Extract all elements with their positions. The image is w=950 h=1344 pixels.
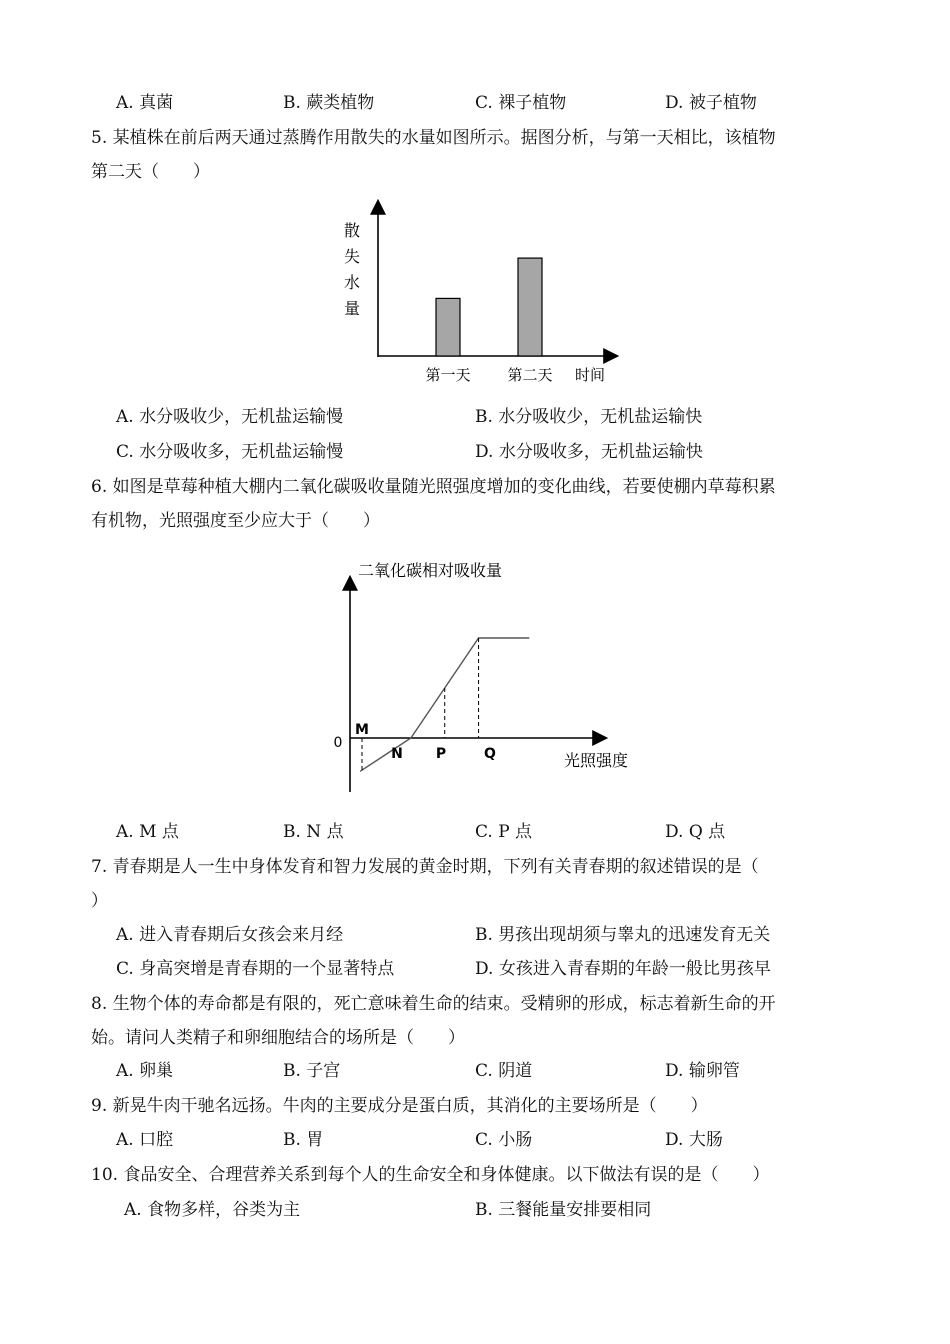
q10-option-a[interactable]: A. 食物多样，谷类为主 <box>124 1200 301 1220</box>
q6-option-c[interactable]: C. P 点 <box>475 822 533 842</box>
q7-stem-text-2: ） <box>91 891 108 911</box>
q5-option-d[interactable]: D. 水分吸收多，无机盐运输快 <box>475 442 703 462</box>
q7-option-d[interactable]: D. 女孩进入青春期的年龄一般比男孩早 <box>475 959 771 979</box>
q6-origin-label: 0 <box>333 735 343 751</box>
q7-stem-text-1: 7. 青春期是人一生中身体发育和智力发展的黄金时期，下列有关青春期的叙述错误的是（ <box>91 857 759 877</box>
q8-option-c[interactable]: C. 阴道 <box>475 1061 533 1081</box>
q6-option-a[interactable]: A. M 点 <box>116 822 179 842</box>
q8-option-a[interactable]: A. 卵巢 <box>116 1061 174 1081</box>
q6-xlabel: 光照强度 <box>564 751 629 770</box>
q4-options-row <box>0 88 950 118</box>
q9-option-c[interactable]: C. 小肠 <box>475 1130 533 1150</box>
q9-options-row <box>0 1125 950 1155</box>
q9-option-a[interactable]: A. 口腔 <box>116 1130 174 1150</box>
q8-option-b[interactable]: B. 子宫 <box>283 1061 341 1081</box>
q10-stem-text: 10. 食品安全、合理营养关系到每个人的生命安全和身体健康。以下做法有误的是（ ） <box>91 1165 770 1185</box>
q5-ylabel-char-4: 量 <box>343 299 361 318</box>
q6-stem-line1 <box>0 472 950 502</box>
q10-stem-line <box>0 1160 950 1190</box>
q7-option-b[interactable]: B. 男孩出现胡须与睾丸的迅速发育无关 <box>475 925 771 945</box>
q5-option-a[interactable]: A. 水分吸收少，无机盐运输慢 <box>116 407 344 427</box>
q8-stem-text-2: 始。请问人类精子和卵细胞结合的场所是（ ） <box>91 1028 465 1048</box>
q8-stem-line2 <box>0 1023 950 1053</box>
q6-option-b[interactable]: B. N 点 <box>283 822 344 842</box>
q6-stem-text-2: 有机物，光照强度至少应大于（ ） <box>91 511 380 531</box>
q9-stem-text: 9. 新晃牛肉干驰名远扬。牛肉的主要成分是蛋白质，其消化的主要场所是（ ） <box>91 1096 708 1116</box>
q5-bar-chart <box>330 192 630 392</box>
q5-bar-1 <box>436 298 460 356</box>
q5-stem-line2 <box>0 157 950 187</box>
q5-ylabel-char-1: 散 <box>343 221 361 240</box>
q9-stem-line <box>0 1091 950 1121</box>
q5-xtick-day1: 第一天 <box>425 366 471 384</box>
q5-xtick-day2: 第二天 <box>507 366 553 384</box>
q5-xlabel: 时间 <box>574 366 606 384</box>
q5-stem-text-1: 5. 某植株在前后两天通过蒸腾作用散失的水量如图所示。据图分析，与第一天相比，该植物 <box>91 128 776 148</box>
q6-ylabel: 二氧化碳相对吸收量 <box>358 561 503 580</box>
q5-option-b[interactable]: B. 水分吸收少，无机盐运输快 <box>475 407 703 427</box>
q6-label-p: P <box>435 746 447 762</box>
q10-option-b[interactable]: B. 三餐能量安排要相同 <box>475 1200 652 1220</box>
q9-option-d[interactable]: D. 大肠 <box>665 1130 723 1150</box>
q6-label-n: N <box>391 746 403 762</box>
q7-options-row-2 <box>0 954 950 984</box>
q6-label-m: M <box>355 722 369 738</box>
q5-ylabel-char-2: 失 <box>343 247 361 266</box>
q7-option-a[interactable]: A. 进入青春期后女孩会来月经 <box>116 925 344 945</box>
q6-label-q: Q <box>484 746 496 762</box>
q8-stem-text-1: 8. 生物个体的寿命都是有限的，死亡意味着生命的结束。受精卵的形成，标志着新生命的开 <box>91 994 776 1014</box>
q4-option-b[interactable]: B. 蕨类植物 <box>283 93 375 113</box>
q4-option-a[interactable]: A. 真菌 <box>116 93 174 113</box>
q5-option-c[interactable]: C. 水分吸收多，无机盐运输慢 <box>116 442 344 462</box>
q5-bar-2 <box>518 258 542 356</box>
q8-option-d[interactable]: D. 输卵管 <box>665 1061 740 1081</box>
q4-option-c[interactable]: C. 裸子植物 <box>475 93 567 113</box>
q6-stem-line2 <box>0 506 950 536</box>
q6-line-chart <box>320 556 650 796</box>
q6-options-row <box>0 817 950 847</box>
q7-option-c[interactable]: C. 身高突增是青春期的一个显著特点 <box>116 959 395 979</box>
q8-stem-line1 <box>0 989 950 1019</box>
q10-options-row <box>0 1195 950 1225</box>
q5-ylabel-char-3: 水 <box>343 273 361 292</box>
q6-stem-text-1: 6. 如图是草莓种植大棚内二氧化碳吸收量随光照强度增加的变化曲线，若要使棚内草莓积累 <box>91 477 776 497</box>
q9-option-b[interactable]: B. 胃 <box>283 1130 324 1150</box>
q7-stem-line1 <box>0 852 950 882</box>
q5-stem-text-2: 第二天（ ） <box>91 162 210 182</box>
q5-options-row-2 <box>0 437 950 467</box>
q6-option-d[interactable]: D. Q 点 <box>665 822 726 842</box>
q4-option-d[interactable]: D. 被子植物 <box>665 93 757 113</box>
q7-options-row-1 <box>0 920 950 950</box>
q5-options-row-1 <box>0 402 950 432</box>
q7-stem-line2 <box>0 886 950 916</box>
q8-options-row <box>0 1056 950 1086</box>
q5-stem-line1 <box>0 123 950 153</box>
